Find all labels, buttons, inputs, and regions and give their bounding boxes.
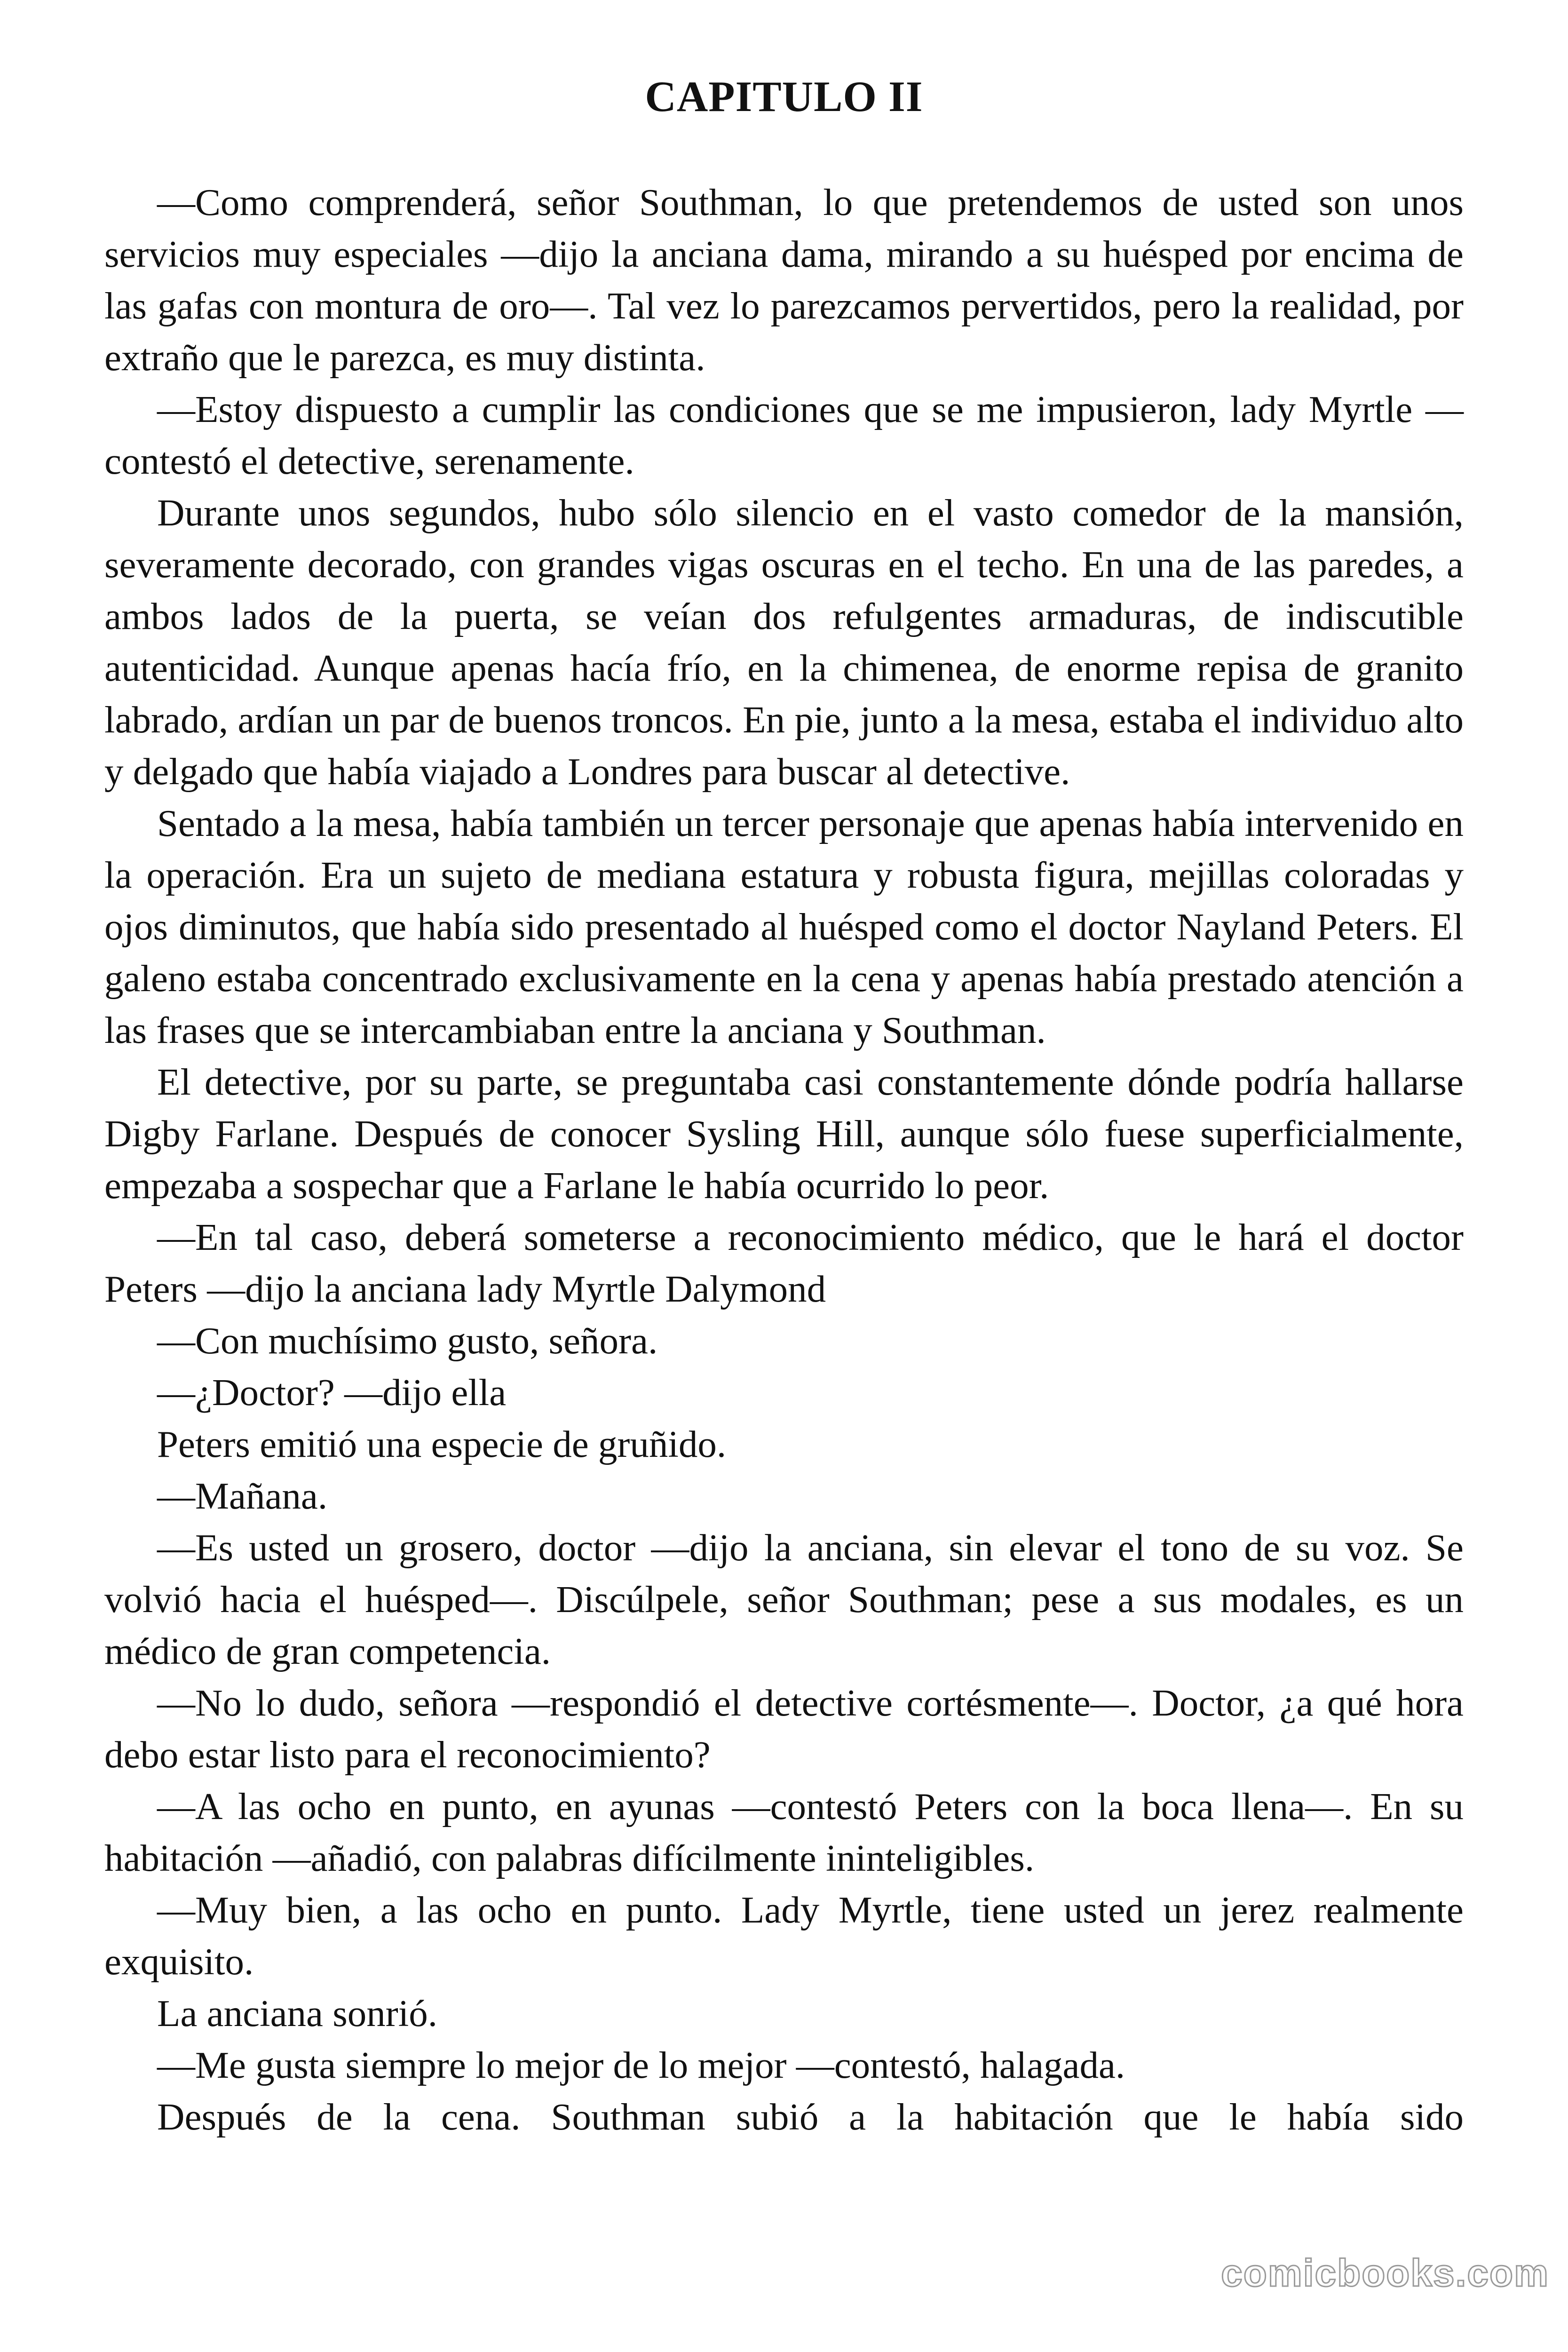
paragraph: —Estoy dispuesto a cumplir las condiciones que se me impusieron, lady Myrtle —contestó el detective, serenamente. <box>104 388 1464 482</box>
paragraph: —¿Doctor? —dijo ella <box>157 1371 507 1414</box>
paragraph: —Mañana. <box>157 1475 328 1517</box>
chapter-title: CAPITULO II <box>645 72 923 120</box>
paragraph: —Como comprenderá, señor Southman, lo que pretendemos de usted son unos servicios muy especiales —dijo la anciana dama, mirando a su huésped por encima de las gafas con montura de oro—. Tal vez lo parezcamos pervertidos, pero la realidad, por extraño que le parezca, es muy distinta. <box>104 181 1464 379</box>
paragraph: Peters emitió una especie de gruñido. <box>157 1423 727 1465</box>
paragraph: —Es usted un grosero, doctor —dijo la anciana, sin elevar el tono de su voz. Se volvió hacia el huésped—. Discúlpele, señor Southman; pese a sus modales, es un médico de gran competencia. <box>104 1526 1464 1672</box>
paragraph: —Muy bien, a las ocho en punto. Lady Myrtle, tiene usted un jerez realmente exquisito. <box>104 1889 1464 1983</box>
chapter-body <box>104 176 1464 2143</box>
paragraph: —Me gusta siempre lo mejor de lo mejor —contestó, halagada. <box>157 2044 1125 2086</box>
paragraph: Durante unos segundos, hubo sólo silencio en el vasto comedor de la mansión, severamente decorado, con grandes vigas oscuras en el techo. En una de las paredes, a ambos lados de la puerta, se veían dos refulgentes armaduras, de indiscutible autenticidad. Aunque apenas hacía frío, en la chimenea, de enorme repisa de granito labrado, ardían un par de buenos troncos. En pie, junto a la mesa, estaba el individuo alto y delgado que había viajado a Londres para buscar al detective. <box>104 492 1464 793</box>
paragraph: Sentado a la mesa, había también un tercer personaje que apenas había intervenido en la operación. Era un sujeto de mediana estatura y robusta figura, mejillas coloradas y ojos diminutos, que había sido presentado al huésped como el doctor Nayland Peters. El galeno estaba concentrado exclusivamente en la cena y apenas había prestado atención a las frases que se intercambiaban entre la anciana y Southman. <box>104 802 1464 1051</box>
paragraph: Después de la cena. Southman subió a la habitación que le había sido <box>157 2096 1464 2138</box>
paragraph: —En tal caso, deberá someterse a reconocimiento médico, que le hará el doctor Peters —dijo la anciana lady Myrtle Dalymond <box>104 1216 1464 1310</box>
watermark-logo: comicbooks.com <box>1221 2252 1549 2295</box>
paragraph: —No lo dudo, señora —respondió el detective cortésmente—. Doctor, ¿a qué hora debo estar listo para el reconocimiento? <box>104 1682 1464 1776</box>
paragraph: La anciana sonrió. <box>157 1992 437 2034</box>
paragraph: —A las ocho en punto, en ayunas —contestó Peters con la boca llena—. En su habitación —añadió, con palabras difícilmente ininteligibles. <box>104 1785 1464 1879</box>
paragraph: El detective, por su parte, se preguntaba casi constantemente dónde podría hallarse Digby Farlane. Después de conocer Sysling Hill, aunque sólo fuese superficialmente, empezaba a sospechar que a Farlane le había ocurrido lo peor. <box>104 1061 1464 1207</box>
paragraph: —Con muchísimo gusto, señora. <box>157 1319 658 1362</box>
